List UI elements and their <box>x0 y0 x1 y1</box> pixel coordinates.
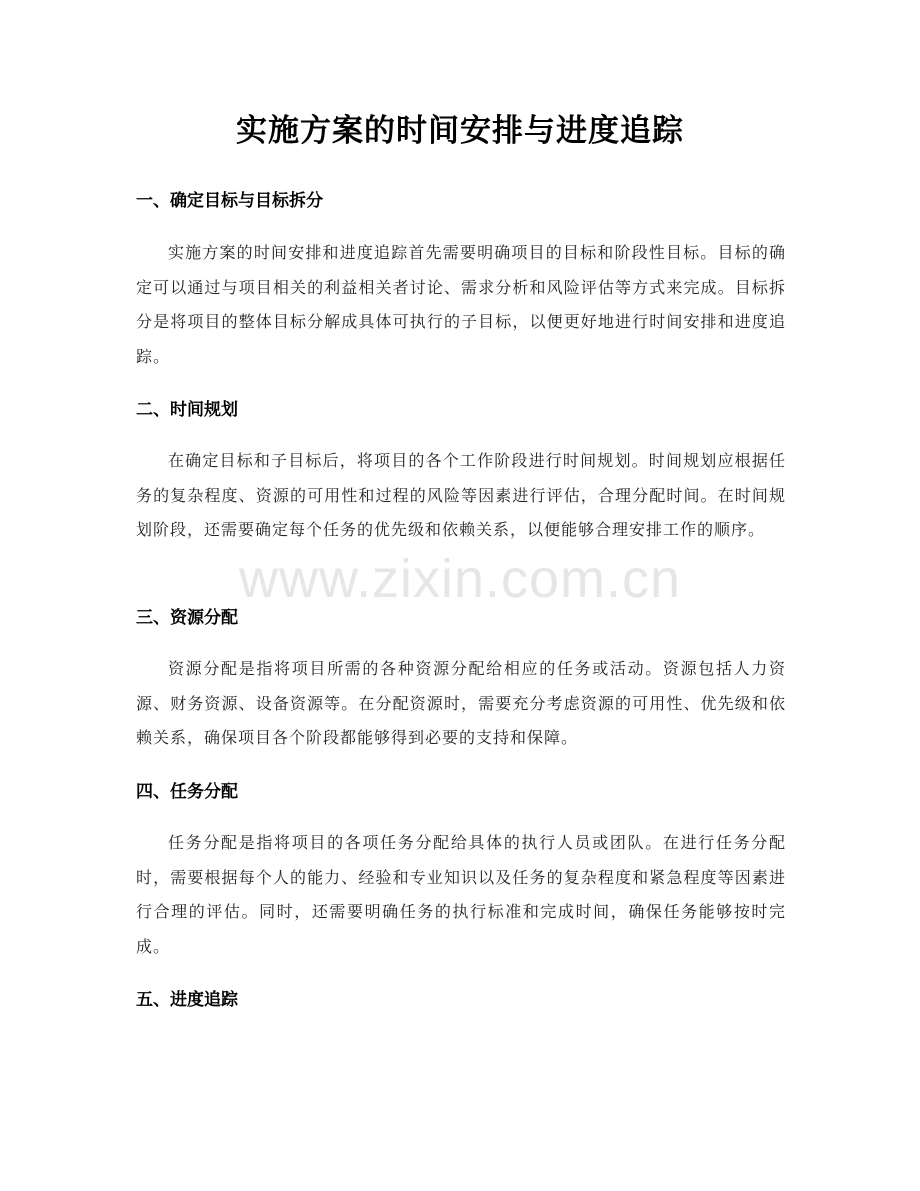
section-paragraph-3: 资源分配是指将项目所需的各种资源分配给相应的任务或活动。资源包括人力资源、财务资源、设备资源等。在分配资源时，需要充分考虑资源的可用性、优先级和依赖关系，确保项目各个阶段都能够得到必要的支持和保障。 <box>136 659 786 747</box>
section-paragraph-2: 在确定目标和子目标后，将项目的各个工作阶段进行时间规划。时间规划应根据任务的复杂程度、资源的可用性和过程的风险等因素进行评估，合理分配时间。在时间规划阶段，还需要确定每个任务的优先级和依赖关系，以便能够合理安排工作的顺序。 <box>136 451 786 539</box>
section-heading-5: 五、进度追踪 <box>136 990 238 1010</box>
section-paragraph-4: 任务分配是指将项目的各项任务分配给具体的执行人员或团队。在进行任务分配时，需要根据每个人的能力、经验和专业知识以及任务的复杂程度和紧急程度等因素进行合理的评估。同时，还需要明确任务的执行标准和完成时间，确保任务能够按时完成。 <box>136 833 786 956</box>
section-heading-4: 四、任务分配 <box>136 782 238 802</box>
section-heading-3: 三、资源分配 <box>136 608 238 628</box>
document-title: 实施方案的时间安排与进度追踪 <box>236 113 684 149</box>
watermark: www.zixin.com.cn <box>238 549 682 609</box>
section-heading-1: 一、确定目标与目标拆分 <box>136 191 323 211</box>
section-heading-2: 二、时间规划 <box>136 400 238 420</box>
section-paragraph-1: 实施方案的时间安排和进度追踪首先需要明确项目的目标和阶段性目标。目标的确定可以通过与项目相关的利益相关者讨论、需求分析和风险评估等方式来完成。目标拆分是将项目的整体目标分解成具体可执行的子目标，以便更好地进行时间安排和进度追踪。 <box>136 243 786 366</box>
